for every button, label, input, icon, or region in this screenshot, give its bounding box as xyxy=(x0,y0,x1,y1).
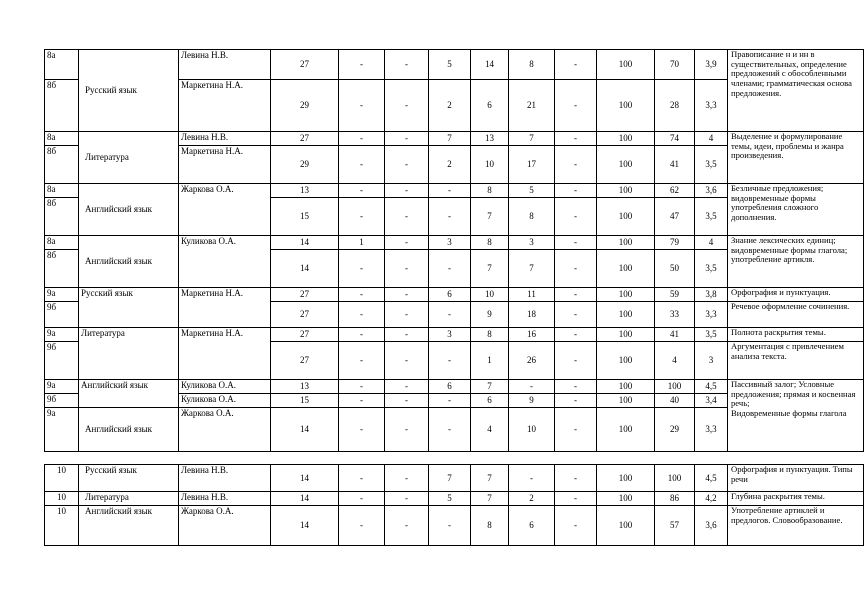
average-cell: 3,6 xyxy=(695,184,728,198)
teacher-cell: Куликова О.А. xyxy=(179,394,271,408)
count-cell: - xyxy=(385,380,429,394)
count-cell: - xyxy=(339,394,385,408)
remarks-cell: Речевое оформление сочинения. xyxy=(728,302,864,328)
percent-cell: 100 xyxy=(597,394,655,408)
subject-cell: Английский язык xyxy=(79,184,179,236)
class-cell: 10 xyxy=(45,465,79,492)
count-cell: - xyxy=(429,198,471,236)
percent-cell: 100 xyxy=(597,198,655,236)
class-cell: 8а xyxy=(45,132,79,146)
table-body xyxy=(45,465,864,546)
count-cell: 26 xyxy=(509,342,555,380)
class-cell: 9б xyxy=(45,394,79,408)
teacher-cell: Куликова О.А. xyxy=(179,236,271,288)
average-cell: 3 xyxy=(695,342,728,380)
percent-cell: 100 xyxy=(597,184,655,198)
count-cell: - xyxy=(555,394,597,408)
count-cell: - xyxy=(555,492,597,506)
percent-cell: 100 xyxy=(597,302,655,328)
average-cell: 3,4 xyxy=(695,394,728,408)
count-cell: 7 xyxy=(509,250,555,288)
average-cell: 3,3 xyxy=(695,302,728,328)
count-cell: 11 xyxy=(509,288,555,302)
table-row xyxy=(45,328,864,342)
students-cell: 15 xyxy=(271,394,339,408)
count-cell: - xyxy=(339,506,385,546)
average-cell: 4,5 xyxy=(695,465,728,492)
students-cell: 29 xyxy=(271,146,339,184)
count-cell: - xyxy=(385,465,429,492)
quality-cell: 57 xyxy=(655,506,695,546)
subject-cell: Русский язык xyxy=(79,288,179,328)
class-cell: 10 xyxy=(45,506,79,546)
count-cell: 2 xyxy=(429,80,471,132)
students-cell: 27 xyxy=(271,50,339,80)
subject-cell: Английский язык xyxy=(79,408,179,452)
count-cell: - xyxy=(429,408,471,452)
subject-cell: Литература xyxy=(79,492,179,506)
teacher-cell: Левина Н.В. xyxy=(179,492,271,506)
count-cell: 2 xyxy=(429,146,471,184)
students-cell: 27 xyxy=(271,132,339,146)
count-cell: 10 xyxy=(471,146,509,184)
count-cell: - xyxy=(555,146,597,184)
count-cell: 7 xyxy=(471,250,509,288)
percent-cell: 100 xyxy=(597,506,655,546)
count-cell: 8 xyxy=(471,506,509,546)
percent-cell: 100 xyxy=(597,146,655,184)
teacher-cell: Жаркова О.А. xyxy=(179,506,271,546)
count-cell: 9 xyxy=(471,302,509,328)
count-cell: - xyxy=(555,342,597,380)
count-cell: 5 xyxy=(429,50,471,80)
subject-cell: Русский язык xyxy=(79,465,179,492)
count-cell: 3 xyxy=(429,328,471,342)
subject-cell: Английский язык xyxy=(79,236,179,288)
table-row xyxy=(45,132,864,146)
count-cell: - xyxy=(555,250,597,288)
quality-cell: 74 xyxy=(655,132,695,146)
teacher-cell: Маркетина Н.А. xyxy=(179,80,271,132)
percent-cell: 100 xyxy=(597,80,655,132)
count-cell: - xyxy=(385,250,429,288)
count-cell: 8 xyxy=(471,328,509,342)
average-cell: 3,3 xyxy=(695,80,728,132)
class-cell: 8а xyxy=(45,50,79,80)
teacher-cell: Левина Н.В. xyxy=(179,132,271,146)
count-cell: - xyxy=(385,236,429,250)
average-cell: 4 xyxy=(695,132,728,146)
count-cell: 3 xyxy=(429,236,471,250)
count-cell: 1 xyxy=(471,342,509,380)
count-cell: - xyxy=(385,328,429,342)
count-cell: - xyxy=(555,408,597,452)
class-cell: 8б xyxy=(45,250,79,288)
count-cell: - xyxy=(555,288,597,302)
count-cell: 8 xyxy=(509,50,555,80)
count-cell: 5 xyxy=(429,492,471,506)
subject-cell: Русский язык xyxy=(79,50,179,132)
students-cell: 14 xyxy=(271,492,339,506)
students-cell: 13 xyxy=(271,380,339,394)
count-cell: - xyxy=(385,394,429,408)
percent-cell: 100 xyxy=(597,250,655,288)
table-row xyxy=(45,288,864,302)
count-cell: 14 xyxy=(471,50,509,80)
count-cell: - xyxy=(339,328,385,342)
average-cell: 3,8 xyxy=(695,288,728,302)
count-cell: 8 xyxy=(471,236,509,250)
average-cell: 3,6 xyxy=(695,506,728,546)
count-cell: - xyxy=(385,50,429,80)
count-cell: - xyxy=(339,408,385,452)
quality-cell: 28 xyxy=(655,80,695,132)
count-cell: 6 xyxy=(509,506,555,546)
teacher-cell: Левина Н.В. xyxy=(179,465,271,492)
students-cell: 13 xyxy=(271,184,339,198)
count-cell: - xyxy=(555,198,597,236)
students-cell: 14 xyxy=(271,506,339,546)
count-cell: - xyxy=(429,302,471,328)
count-cell: 10 xyxy=(471,288,509,302)
count-cell: 7 xyxy=(429,465,471,492)
table-row xyxy=(45,380,864,394)
remarks-cell: Глубина раскрытия темы. xyxy=(728,492,864,506)
quality-cell: 41 xyxy=(655,146,695,184)
remarks-cell xyxy=(728,380,864,452)
count-cell: - xyxy=(385,146,429,184)
count-cell: 7 xyxy=(471,465,509,492)
count-cell: - xyxy=(339,380,385,394)
quality-cell: 86 xyxy=(655,492,695,506)
percent-cell: 100 xyxy=(597,236,655,250)
count-cell: 2 xyxy=(509,492,555,506)
count-cell: - xyxy=(555,184,597,198)
count-cell: - xyxy=(509,465,555,492)
count-cell: 13 xyxy=(471,132,509,146)
quality-cell: 47 xyxy=(655,198,695,236)
remarks-text: Пассивный залог; Условные предложения; прямая и косвенная речь; xyxy=(731,379,856,409)
students-cell: 14 xyxy=(271,236,339,250)
class-cell: 9б xyxy=(45,342,79,380)
remarks-cell: Орфография и пунктуация. Типы речи xyxy=(728,465,864,492)
count-cell: - xyxy=(385,342,429,380)
count-cell: - xyxy=(429,250,471,288)
count-cell: - xyxy=(555,50,597,80)
count-cell: - xyxy=(339,146,385,184)
quality-cell: 40 xyxy=(655,394,695,408)
quality-cell: 41 xyxy=(655,328,695,342)
count-cell: - xyxy=(385,80,429,132)
average-cell: 4 xyxy=(695,236,728,250)
average-cell: 4,5 xyxy=(695,380,728,394)
table-row xyxy=(45,184,864,198)
count-cell: - xyxy=(429,394,471,408)
students-cell: 27 xyxy=(271,342,339,380)
percent-cell: 100 xyxy=(597,50,655,80)
table-row xyxy=(45,50,864,80)
count-cell: - xyxy=(385,184,429,198)
remarks-cell: Полнота раскрытия темы. xyxy=(728,328,864,342)
class-cell: 8а xyxy=(45,236,79,250)
students-cell: 27 xyxy=(271,328,339,342)
remarks-cell: Безличные предложения; видовременные формы употребления сложного дополнения. xyxy=(728,184,864,236)
remarks-text: Видовременные формы глагола xyxy=(731,407,847,418)
count-cell: - xyxy=(555,236,597,250)
count-cell: - xyxy=(555,506,597,546)
quality-cell: 59 xyxy=(655,288,695,302)
table-row xyxy=(45,492,864,506)
class-cell: 8б xyxy=(45,80,79,132)
teacher-cell: Жаркова О.А. xyxy=(179,184,271,236)
quality-cell: 70 xyxy=(655,50,695,80)
table-body xyxy=(45,50,864,452)
count-cell: - xyxy=(339,288,385,302)
teacher-cell: Маркетина Н.А. xyxy=(179,288,271,328)
remarks-cell: Правописание н и нн в существительных, определение предложений с обособленными членами; грамматическая основа предложения. xyxy=(728,50,864,132)
count-cell: 7 xyxy=(471,492,509,506)
count-cell: 8 xyxy=(509,198,555,236)
quality-cell: 79 xyxy=(655,236,695,250)
count-cell: 21 xyxy=(509,80,555,132)
percent-cell: 100 xyxy=(597,288,655,302)
percent-cell: 100 xyxy=(597,132,655,146)
count-cell: - xyxy=(339,132,385,146)
teacher-cell: Маркетина Н.А. xyxy=(179,328,271,380)
count-cell: - xyxy=(385,492,429,506)
teacher-cell: Маркетина Н.А. xyxy=(179,146,271,184)
count-cell: 16 xyxy=(509,328,555,342)
count-cell: 6 xyxy=(471,394,509,408)
percent-cell: 100 xyxy=(597,492,655,506)
count-cell: 17 xyxy=(509,146,555,184)
count-cell: 8 xyxy=(471,184,509,198)
count-cell: 7 xyxy=(429,132,471,146)
count-cell: - xyxy=(339,465,385,492)
count-cell: 18 xyxy=(509,302,555,328)
count-cell: - xyxy=(429,184,471,198)
subject-cell: Английский язык xyxy=(79,506,179,546)
count-cell: 9 xyxy=(509,394,555,408)
subject-cell: Литература xyxy=(79,328,179,380)
average-cell: 3,5 xyxy=(695,198,728,236)
teacher-cell: Куликова О.А. xyxy=(179,380,271,394)
count-cell: - xyxy=(555,465,597,492)
count-cell: 6 xyxy=(471,80,509,132)
count-cell: - xyxy=(429,342,471,380)
percent-cell: 100 xyxy=(597,408,655,452)
class-cell: 9а xyxy=(45,328,79,342)
count-cell: - xyxy=(339,80,385,132)
class-cell: 9б xyxy=(45,302,79,328)
count-cell: 6 xyxy=(429,380,471,394)
class-cell: 9а xyxy=(45,288,79,302)
quality-cell: 50 xyxy=(655,250,695,288)
students-cell: 27 xyxy=(271,288,339,302)
count-cell: - xyxy=(555,132,597,146)
students-cell: 15 xyxy=(271,198,339,236)
teacher-cell: Левина Н.В. xyxy=(179,50,271,80)
count-cell: - xyxy=(385,132,429,146)
count-cell: - xyxy=(339,302,385,328)
remarks-cell: Знание лексических единиц; видовременные формы глагола; употребление артикля. xyxy=(728,236,864,288)
class-cell: 8б xyxy=(45,198,79,236)
count-cell: - xyxy=(385,302,429,328)
remarks-cell: Выделение и формулирование темы, идеи, проблемы и жанра произведения. xyxy=(728,132,864,184)
count-cell: 7 xyxy=(509,132,555,146)
class-cell: 8а xyxy=(45,184,79,198)
students-cell: 29 xyxy=(271,80,339,132)
count-cell: - xyxy=(339,492,385,506)
average-cell: 3,3 xyxy=(695,408,728,452)
quality-cell: 100 xyxy=(655,380,695,394)
class-cell: 8б xyxy=(45,146,79,184)
percent-cell: 100 xyxy=(597,328,655,342)
count-cell: - xyxy=(555,302,597,328)
table-row xyxy=(45,465,864,492)
percent-cell: 100 xyxy=(597,465,655,492)
count-cell: - xyxy=(385,408,429,452)
students-cell: 14 xyxy=(271,250,339,288)
class-cell: 9а xyxy=(45,408,79,452)
percent-cell: 100 xyxy=(597,380,655,394)
quality-cell: 29 xyxy=(655,408,695,452)
count-cell: - xyxy=(385,198,429,236)
count-cell: - xyxy=(555,328,597,342)
count-cell: - xyxy=(339,184,385,198)
count-cell: 4 xyxy=(471,408,509,452)
subject-cell: Английский язык xyxy=(79,380,179,408)
count-cell: - xyxy=(555,80,597,132)
remarks-cell: Употребление артиклей и предлогов. Словообразование. xyxy=(728,506,864,546)
count-cell: 3 xyxy=(509,236,555,250)
count-cell: 7 xyxy=(471,380,509,394)
count-cell: - xyxy=(385,506,429,546)
students-cell: 14 xyxy=(271,465,339,492)
count-cell: 10 xyxy=(509,408,555,452)
average-cell: 3,5 xyxy=(695,328,728,342)
percent-cell: 100 xyxy=(597,342,655,380)
quality-cell: 4 xyxy=(655,342,695,380)
quality-cell: 33 xyxy=(655,302,695,328)
quality-cell: 100 xyxy=(655,465,695,492)
class-cell: 10 xyxy=(45,492,79,506)
count-cell: - xyxy=(339,250,385,288)
average-cell: 4,2 xyxy=(695,492,728,506)
remarks-cell: Орфография и пунктуация. xyxy=(728,288,864,302)
remarks-cell: Аргументация с привлечением анализа текста. xyxy=(728,342,864,380)
count-cell: 5 xyxy=(509,184,555,198)
average-cell: 3,5 xyxy=(695,250,728,288)
count-cell: 1 xyxy=(339,236,385,250)
count-cell: - xyxy=(555,380,597,394)
results-table-grade-10 xyxy=(44,464,864,546)
average-cell: 3,5 xyxy=(695,146,728,184)
students-cell: 14 xyxy=(271,408,339,452)
count-cell: - xyxy=(339,198,385,236)
class-cell: 9а xyxy=(45,380,79,394)
count-cell: - xyxy=(339,50,385,80)
table-row xyxy=(45,506,864,546)
subject-cell: Литература xyxy=(79,132,179,184)
count-cell: 6 xyxy=(429,288,471,302)
count-cell: - xyxy=(429,506,471,546)
average-cell: 3,9 xyxy=(695,50,728,80)
table-row xyxy=(45,236,864,250)
results-table-grades-8-9 xyxy=(44,49,864,452)
students-cell: 27 xyxy=(271,302,339,328)
quality-cell: 62 xyxy=(655,184,695,198)
count-cell: - xyxy=(509,380,555,394)
count-cell: - xyxy=(385,288,429,302)
count-cell: - xyxy=(339,342,385,380)
count-cell: 7 xyxy=(471,198,509,236)
teacher-cell: Жаркова О.А. xyxy=(179,408,271,452)
